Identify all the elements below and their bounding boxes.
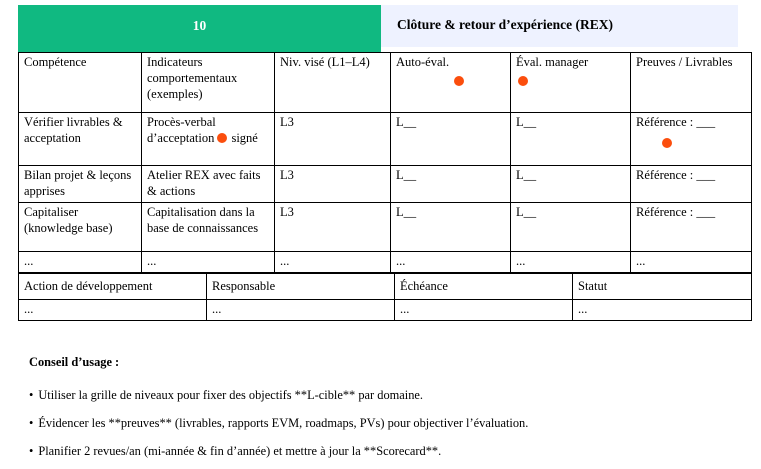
competency-table <box>18 52 752 273</box>
orange-dot-icon <box>454 76 464 86</box>
header-cell-responsable: Responsable <box>207 273 395 299</box>
cell-indicator: ... <box>142 252 275 273</box>
cell-action: ... <box>19 299 207 320</box>
preuves-text: Référence : ___ <box>636 115 716 129</box>
cell-eval-manager: L__ <box>511 203 631 252</box>
cell-niveau-vise: ... <box>275 252 391 273</box>
cell-indicator <box>142 113 275 166</box>
cell-competence: Vérifier livrables & acceptation <box>19 113 142 166</box>
cell-auto-eval: ... <box>391 252 511 273</box>
header-cell-action: Action de développement <box>19 273 207 299</box>
cell-auto-eval: L__ <box>391 166 511 203</box>
cell-competence: Bilan projet & leçons apprises <box>19 166 142 203</box>
conseil-bullet-text: Planifier 2 revues/an (mi-année & fin d’année) et mettre à jour la **Scorecard**. <box>38 444 442 459</box>
action-row-ellipsis <box>19 299 752 320</box>
cell-indicator: Capitalisation dans la base de connaissances <box>142 203 275 252</box>
cell-niveau-vise: L3 <box>275 203 391 252</box>
cell-competence: ... <box>19 252 142 273</box>
cell-preuves: ... <box>631 252 752 273</box>
cell-preuves <box>631 113 752 166</box>
orange-dot-icon <box>217 133 227 143</box>
header-auto-eval-label: Auto-éval. <box>396 55 450 69</box>
cell-auto-eval: L__ <box>391 113 511 166</box>
cell-eval-manager: L__ <box>511 113 631 166</box>
competency-header-row <box>19 53 752 113</box>
header-cell-echeance: Échéance <box>395 273 573 299</box>
header-cell-niveau-vise: Niv. visé (L1–L4) <box>275 53 391 113</box>
header-cell-competence: Compétence <box>19 53 142 113</box>
cell-echeance: ... <box>395 299 573 320</box>
cell-preuves: Référence : ___ <box>631 166 752 203</box>
cell-preuves: Référence : ___ <box>631 203 752 252</box>
cell-niveau-vise: L3 <box>275 166 391 203</box>
competency-row-ellipsis <box>19 252 752 273</box>
competency-row-capitaliser <box>19 203 752 252</box>
action-header-row <box>19 273 752 299</box>
header-cell-eval-manager <box>511 53 631 113</box>
header-cell-preuves: Preuves / Livrables <box>631 53 752 113</box>
preuves-dot-wrap <box>662 135 746 151</box>
header-cell-indicateurs: Indicateurs comportementaux (exemples) <box>142 53 275 113</box>
conseil-bullet <box>29 444 761 458</box>
indicator-text-tail: signé <box>231 130 258 145</box>
auto-eval-dot-wrap <box>454 73 505 89</box>
eval-manager-dot-wrap <box>518 73 625 89</box>
section-header <box>18 5 761 52</box>
competency-row-bilan <box>19 166 752 203</box>
cell-auto-eval: L__ <box>391 203 511 252</box>
cell-statut: ... <box>573 299 752 320</box>
conseil-bullet-text: Évidencer les **preuves** (livrables, rapports EVM, roadmaps, PVs) pour objectiver l’évaluation. <box>38 416 529 431</box>
action-table <box>18 273 752 321</box>
conseil-bullet <box>29 416 761 430</box>
cell-indicator: Atelier REX avec faits & actions <box>142 166 275 203</box>
bullet-icon: • <box>29 444 34 459</box>
conseil-section <box>29 355 761 459</box>
header-cell-statut: Statut <box>573 273 752 299</box>
cell-eval-manager: ... <box>511 252 631 273</box>
conseil-bullet <box>29 388 761 402</box>
conseil-title: Conseil d’usage : <box>29 354 120 369</box>
competency-row-verifier <box>19 113 752 166</box>
indicator-text: Procès-verbal d’acceptation <box>147 115 216 145</box>
orange-dot-icon <box>662 138 672 148</box>
header-eval-manager-label: Éval. manager <box>516 55 589 69</box>
conseil-bullet-text: Utiliser la grille de niveaux pour fixer des objectifs **L-cible** par domaine. <box>38 387 424 402</box>
cell-eval-manager: L__ <box>511 166 631 203</box>
bullet-icon: • <box>29 416 34 431</box>
section-number-badge: 10 <box>18 5 381 52</box>
cell-niveau-vise: L3 <box>275 113 391 166</box>
bullet-icon: • <box>29 387 34 402</box>
cell-competence: Capitaliser (knowledge base) <box>19 203 142 252</box>
section-title: Clôture & retour d’expérience (REX) <box>381 5 738 47</box>
header-cell-auto-eval <box>391 53 511 113</box>
cell-responsable: ... <box>207 299 395 320</box>
orange-dot-icon <box>518 76 528 86</box>
